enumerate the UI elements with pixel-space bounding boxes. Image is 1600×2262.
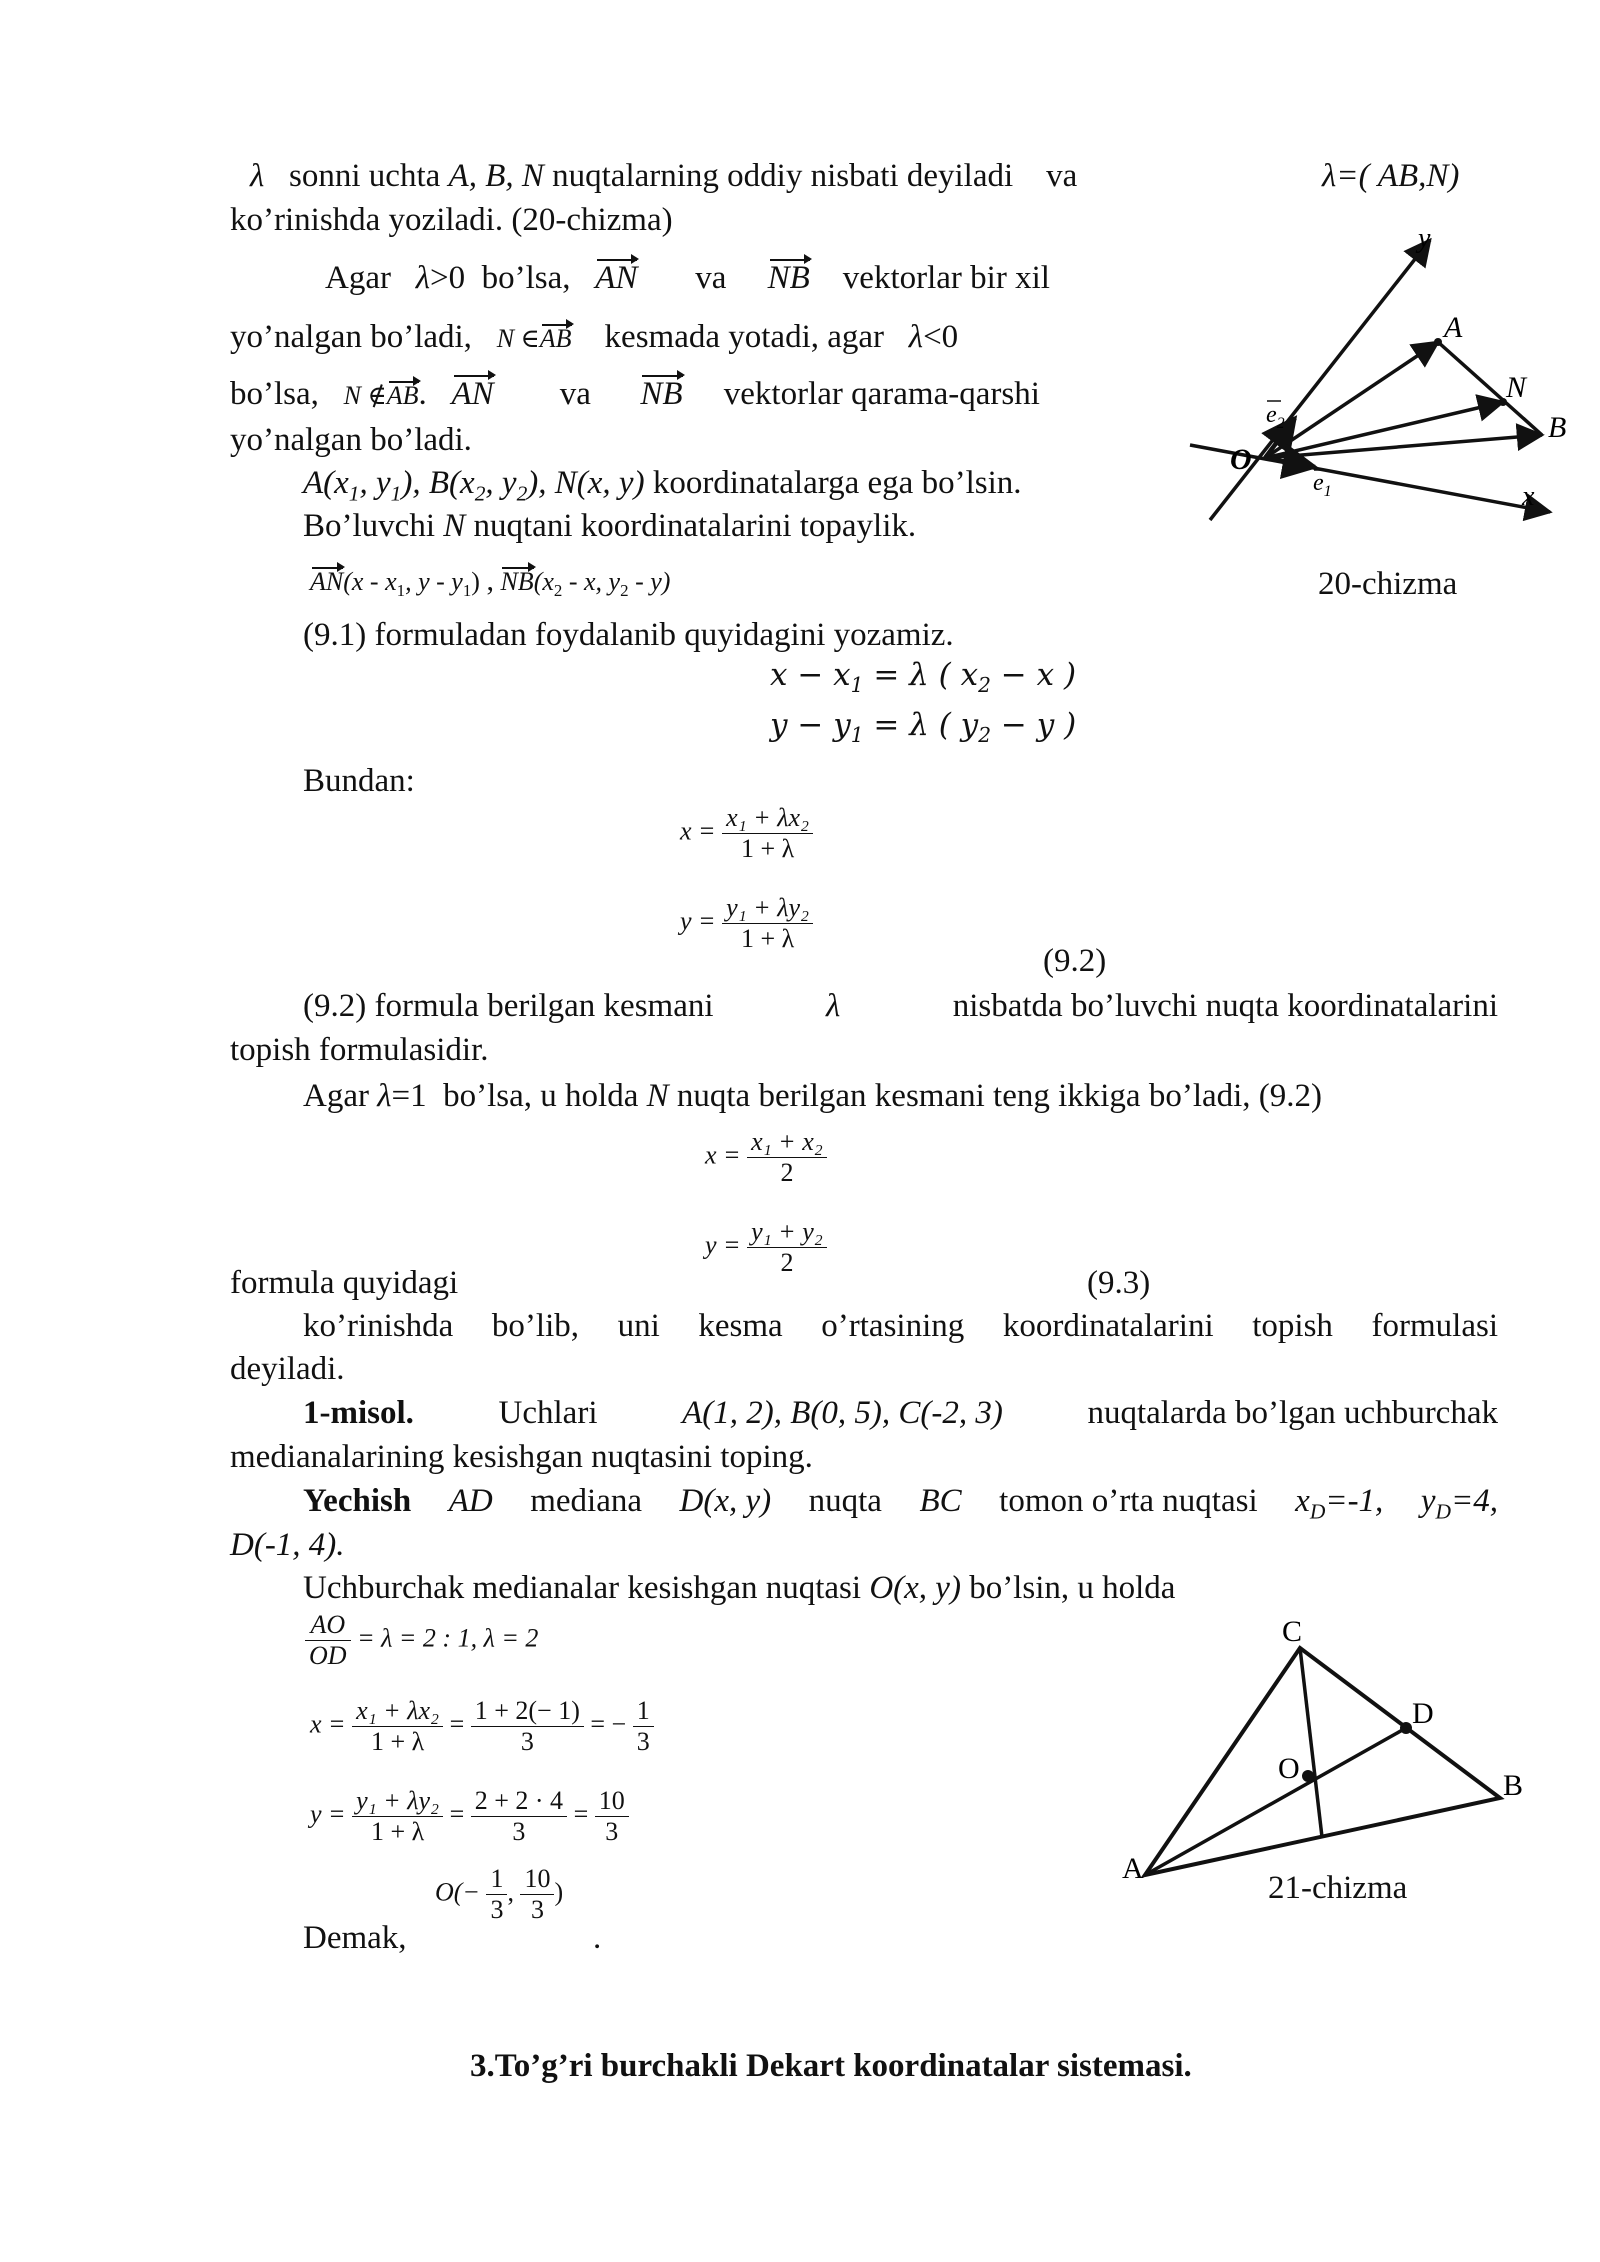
calc-y: y = $\frac{\text{y₁ + λy₂}}{1 + \lambda}$ = $\frac{2 + 2 \cdot 4}{3}$ = $\frac{10}{3}$: [310, 1786, 629, 1847]
p5-line2: topish formulasidir.: [230, 1032, 489, 1068]
figure-21: [1110, 1610, 1550, 1900]
eq92-x: x = $\frac{\text{x₁ + λx₂}}{1 + \lambda}$: [680, 803, 813, 864]
triangle-abc: [1145, 1648, 1500, 1875]
vector-coordinates: $AN(x - x_1$, y - $y_1$) , $NB(x_2$ - x, $y_2 - y$): [310, 564, 671, 601]
p6: Agar λ=1 bo’lsa, u holda N nuqta berilgan kesmani teng ikkiga bo’ladi, (9.2): [303, 1078, 1323, 1114]
vector-nb: NB: [768, 257, 810, 300]
label-o: O: [1278, 1752, 1300, 1785]
eq92-y: y = $\frac{\text{y₁ + λy₂}}{1 + \lambda}$: [680, 893, 813, 954]
p2-line4: yo’nalgan bo’ladi.: [230, 422, 472, 458]
point-o: [1302, 1770, 1314, 1782]
misol-line1: 1-misol. Uchlari A(1, 2), B(0, 5), C(-2, 3) nuqtalarda bo’lgan uchburchak: [303, 1395, 1498, 1431]
yechish-line1: Yechish AD mediana D(x, y) nuqta BC tomon o’rta nuqtasi $x_D=-1$, $y_D=4$,: [303, 1483, 1498, 1524]
label-e1: $e_1$: [1313, 470, 1332, 500]
p8: Uchburchak medianalar kesishgan nuqtasi O(x, y) bo’lsin, u holda: [303, 1570, 1176, 1606]
eq91-line1: $x - x_1 = \lambda$ ( $x_2 - x$ ): [770, 657, 1077, 698]
eq93-label: (9.3): [1087, 1265, 1151, 1301]
label-a: A: [1122, 1852, 1144, 1885]
label-e2: $e_2$: [1266, 402, 1285, 432]
p7-line1: ko’rinishda bo’lib, uni kesma o’rtasining koordinatalarini topish formulasi: [303, 1308, 1498, 1344]
p4: (9.1) formuladan foydalanib quyidagini yozamiz.: [303, 617, 954, 653]
demak-dot: .: [593, 1920, 602, 1956]
figure-20-caption: 20-chizma: [1318, 566, 1458, 602]
p1-rhs: λ=( AB,N): [1322, 158, 1460, 194]
label-o: O: [1230, 443, 1252, 476]
label-x: x: [1522, 481, 1535, 512]
segment-ab: [1438, 342, 1542, 435]
basis-e1: [1265, 458, 1315, 467]
demak-word: Demak,: [303, 1920, 407, 1956]
label-b: B: [1548, 411, 1567, 444]
p3-find: Bo’luvchi N nuqtani koordinatalarini topaylik.: [303, 508, 917, 544]
point-d: [1400, 1722, 1412, 1734]
bundan: Bundan:: [303, 763, 415, 799]
p1-line1: λ sonni uchta A, B, N nuqtalarning oddiy nisbati deyiladi va: [250, 158, 1078, 194]
median-ad: [1145, 1728, 1406, 1875]
label-a: A: [1444, 311, 1463, 344]
p2-line3: bo’lsa, N ∉AB. AN va NB vektorlar qarama-qarshi: [230, 373, 1040, 416]
section-title: 3.To’g’ri burchakli Dekart koordinatalar sistemasi.: [470, 2048, 1192, 2084]
p5-line1: (9.2) formula berilgan kesmani λ nisbatda bo’luvchi nuqta koordinatalarini: [303, 988, 1498, 1024]
p1-text: sonni uchta: [289, 158, 441, 194]
yechish-line2: D(-1, 4).: [230, 1527, 345, 1563]
p2-line1: Agar λ>0 bo’lsa, AN va NB vektorlar bir xil: [325, 257, 1050, 300]
label-c: C: [1282, 1615, 1303, 1648]
demak-point: O(− $\frac{1}{3}$ , $\frac{10}{3}$ ): [435, 1864, 564, 1924]
label-n: N: [1506, 371, 1527, 404]
label-y: y: [1418, 225, 1431, 254]
eq93-lead: formula quyidagi: [230, 1265, 459, 1301]
label-b: B: [1503, 1769, 1524, 1802]
calc-x: x = $\frac{\text{x₁ + λx₂}}{1 + \lambda}$ = $\frac{1 + 2(- 1)}{3}$ = − $\frac{1}{3}$: [310, 1696, 654, 1757]
eq91-line2: $y - y_1 = \lambda$ ( $y_2 - y$ ): [770, 707, 1077, 748]
eq93-y: y = $\frac{\text{y₁ + y₂}}{2}$: [705, 1217, 827, 1278]
ratio-eq: $\frac{AO}{OD}$ = λ = 2 : 1, λ = 2: [305, 1610, 538, 1671]
eq92-label: (9.2): [1043, 943, 1107, 979]
p1-line2: ko’rinishda yoziladi. (20-chizma): [230, 202, 673, 238]
lambda-symbol: λ: [250, 158, 265, 194]
vector-oa: [1265, 342, 1438, 458]
figure-21-caption: 21-chizma: [1268, 1870, 1408, 1906]
median-c: [1300, 1648, 1322, 1837]
eq93-x: x = $\frac{\text{x₁ + x₂}}{2}$: [705, 1127, 827, 1188]
p2-line2: yo’nalgan bo’ladi, N ∈AB kesmada yotadi, agar λ<0: [230, 319, 959, 355]
vector-an: AN: [595, 257, 637, 300]
p3-coords: $A(x_1$, $y_1$), $B(x_2$, $y_2$), N(x, y) koordinatalarga ega bo’lsin.: [303, 465, 1022, 506]
label-d: D: [1412, 1697, 1434, 1730]
figure-20: [1180, 225, 1580, 525]
p7-line2: deyiladi.: [230, 1351, 345, 1387]
misol-line2: medianalarining kesishgan nuqtasini toping.: [230, 1439, 813, 1475]
